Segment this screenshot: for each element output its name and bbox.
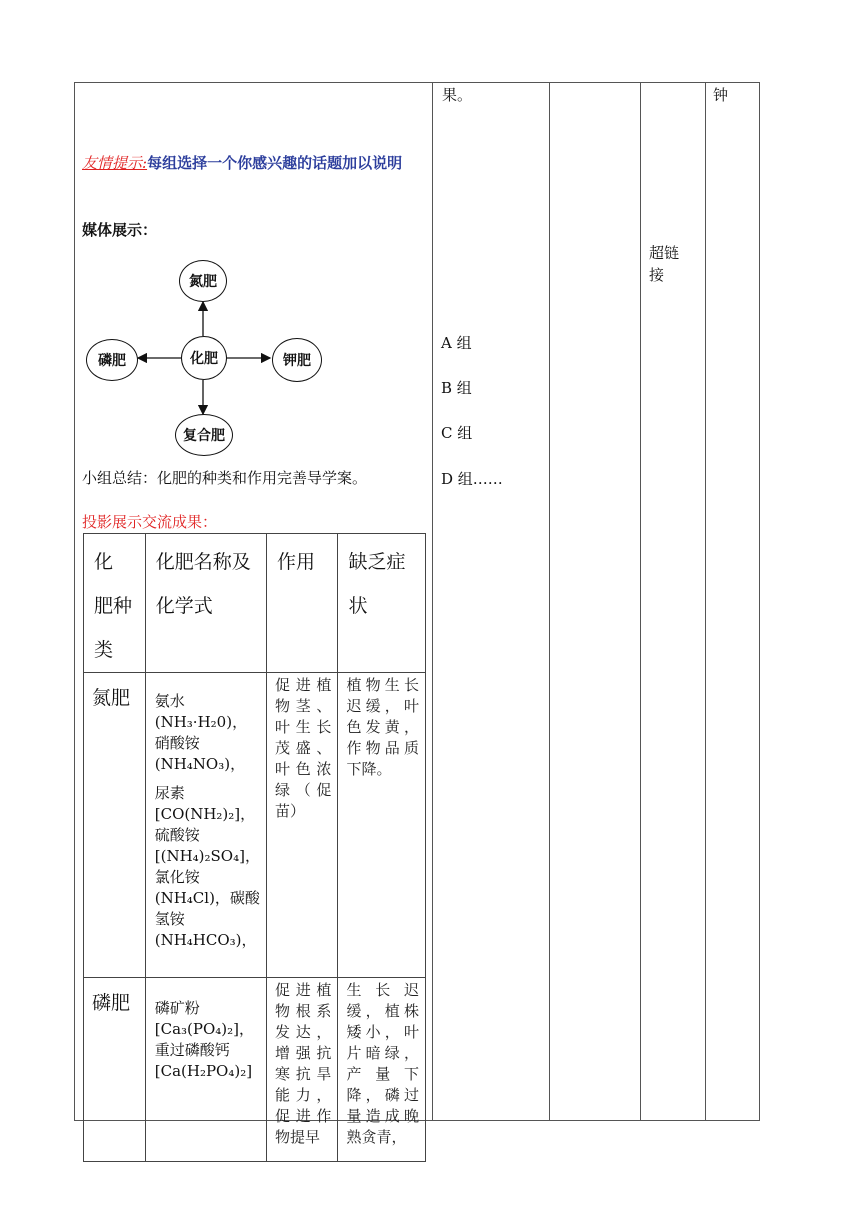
nitrogen-names-part1: 氨水(NH₃·H₂0)，硝酸铵(NH₄NO₃)，	[154, 692, 248, 773]
outer-top-border	[74, 82, 760, 83]
row-type-phosphate: 磷肥	[92, 992, 131, 1014]
outer-left-border	[74, 82, 75, 1121]
header-deficiency-symptoms: 缺乏症状	[348, 551, 406, 617]
media-heading: 媒体展示：	[82, 221, 158, 239]
nitrogen-symptom: 植物生长迟缓，叶色发黄，作物品质下降。	[346, 676, 419, 778]
phosphate-names: 磷矿粉[Ca₃(PO₄)₂]，重过磷酸钙[Ca(H₂PO₄)₂]	[154, 999, 254, 1080]
header-effect: 作用	[276, 551, 315, 573]
col-divider-3	[640, 82, 641, 1121]
col-divider-2	[549, 82, 550, 1121]
tip-text: 每组选择一个你感兴趣的话题加以说明	[147, 154, 403, 172]
node-potash-fertilizer: 钾肥	[272, 338, 322, 382]
node-nitrogen-fertilizer: 氮肥	[179, 260, 227, 302]
outer-right-border	[759, 82, 760, 1121]
col-divider-1	[432, 82, 433, 1121]
node-compound-fertilizer: 复合肥	[175, 414, 233, 456]
group-c: C 组	[441, 424, 473, 442]
node-chemical-fertilizer: 化肥	[181, 336, 227, 380]
table-row	[84, 978, 426, 1162]
col5-top-text: 钟	[713, 86, 729, 104]
hyperlink-label[interactable]: 超链接	[649, 244, 680, 284]
group-d: D 组……	[441, 470, 503, 488]
projection-heading: 投影展示交流成果：	[82, 513, 218, 531]
table-header-row	[84, 534, 426, 673]
phosphate-symptom: 生长迟缓，植株矮小，叶片暗绿，产量下降，磷过量造成晚熟贪青，	[346, 981, 419, 1146]
col2-top-text: 果。	[442, 86, 473, 104]
group-a: A 组	[441, 334, 472, 352]
tip-paragraph	[82, 152, 427, 175]
fertilizer-table	[83, 533, 426, 1162]
header-fertilizer-type: 化 肥种类	[94, 551, 133, 661]
phosphate-effect: 促进植物根系发达，增强抗寒抗旱能力，促进作物提早	[274, 981, 332, 1146]
col-divider-4	[705, 82, 706, 1121]
table-row	[84, 673, 426, 978]
group-b: B 组	[441, 379, 472, 397]
nitrogen-effect: 促进植物茎、叶生长茂盛、叶色浓绿（促苗）	[274, 676, 332, 820]
group-summary: 小组总结：化肥的种类和作用完善导学案。	[82, 469, 368, 487]
nitrogen-names-part2: 尿素[CO(NH₂)₂]，硫酸铵[(NH₄)₂SO₄]，氯化铵(NH₄Cl)，碳酸氢铵(NH₄HCO₃)，	[154, 784, 260, 949]
tip-label: 友情提示:	[82, 154, 148, 172]
row-type-nitrogen: 氮肥	[92, 687, 131, 709]
node-phosphate-fertilizer: 磷肥	[86, 339, 138, 381]
header-name-formula: 化肥名称及化学式	[155, 551, 251, 617]
